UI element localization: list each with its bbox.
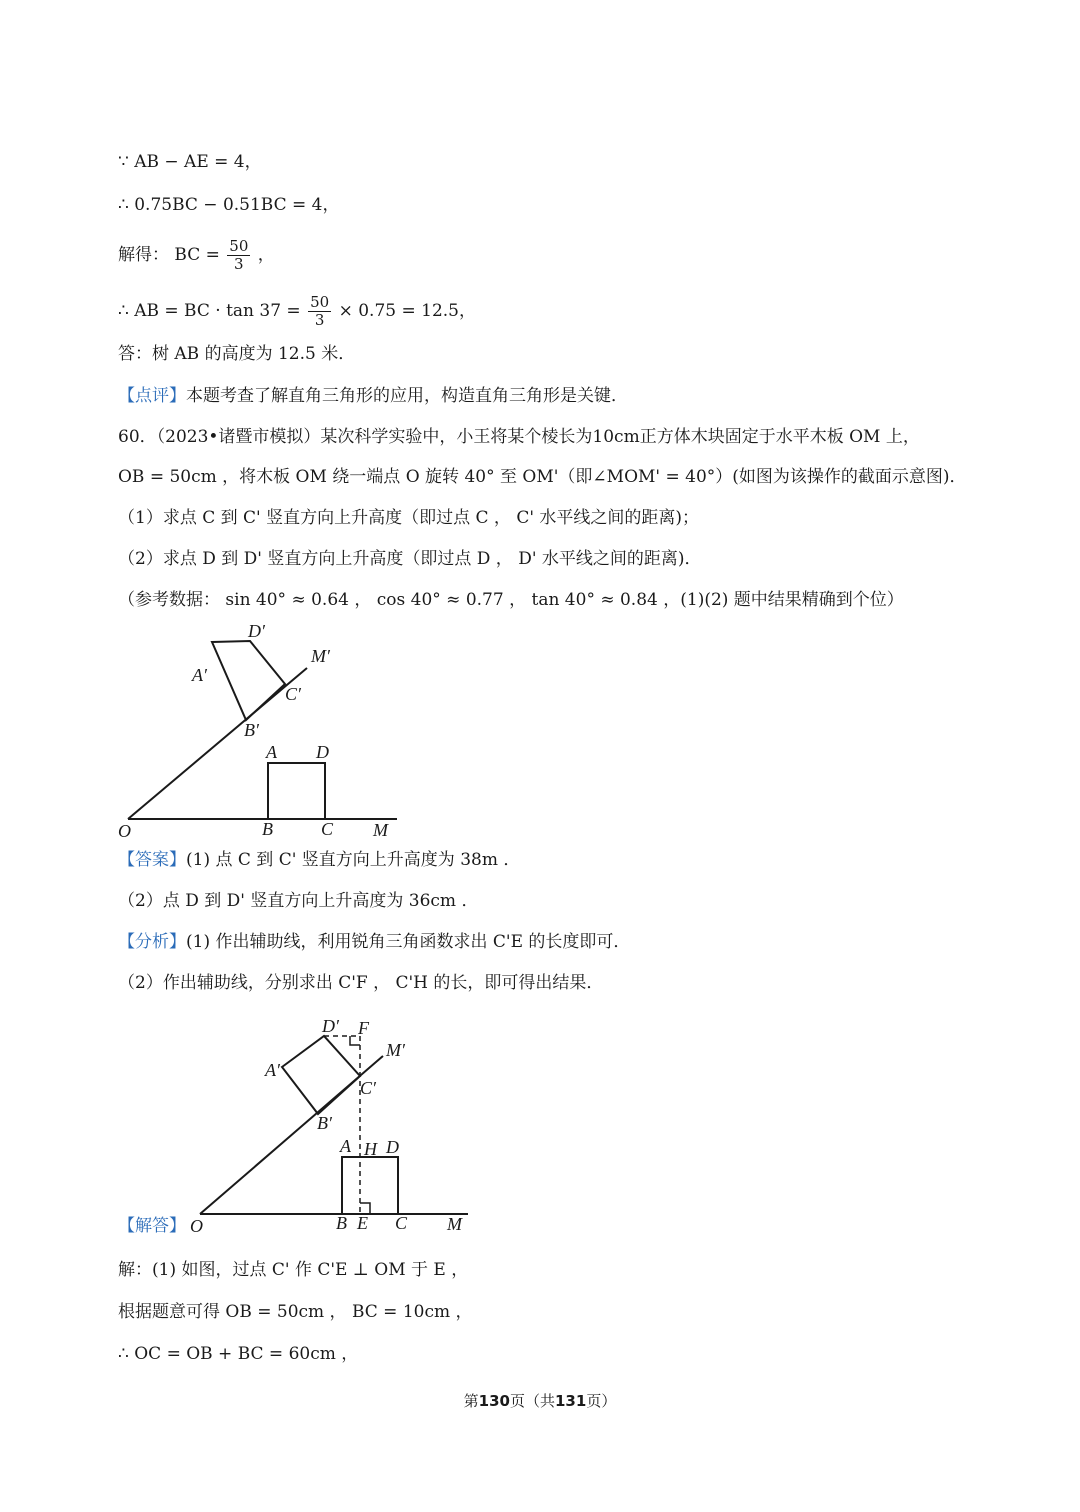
solution-tag: 【解答】 xyxy=(118,1216,186,1236)
label-b-prime: B′ xyxy=(317,1113,332,1133)
label-a-prime: A′ xyxy=(265,1060,280,1080)
footer-text: 页（共 xyxy=(509,1392,555,1410)
footer-text: 页） xyxy=(586,1392,617,1410)
label-d-prime: D′ xyxy=(248,621,265,641)
square-rotated xyxy=(282,1036,360,1114)
text-line-fraction xyxy=(118,294,476,329)
analysis-text: (1) 作出辅助线，利用锐角三角函数求出 C'E 的长度即可． xyxy=(186,932,631,952)
text-line: 答：树 AB 的高度为 12.5 米． xyxy=(118,344,356,364)
footer-text: 第 xyxy=(463,1392,479,1410)
problem-line: （2）求点 D 到 D' 竖直方向上升高度（即过点 D ， D' 水平线之间的距离)． xyxy=(118,549,702,569)
comment-tag: 【点评】 xyxy=(118,386,186,406)
label-o: O xyxy=(190,1216,203,1235)
solution-line: 根据题意可得 OB = 50cm ， BC = 10cm ， xyxy=(118,1302,473,1322)
label-b: B xyxy=(262,819,273,839)
label-m-prime: M′ xyxy=(386,1040,405,1060)
label-m-prime: M′ xyxy=(311,646,330,666)
text-part: 解得： BC = xyxy=(118,245,220,265)
analysis-line xyxy=(118,930,630,954)
label-a: A xyxy=(266,742,277,762)
numerator: 50 xyxy=(310,293,330,311)
label-o: O xyxy=(118,821,131,841)
fraction xyxy=(308,294,331,329)
square-rotated xyxy=(212,641,285,720)
analysis-line: （2）作出辅助线，分别求出 C'F ， C'H 的长，即可得出结果． xyxy=(118,973,604,993)
problem-line: （1）求点 C 到 C' 竖直方向上升高度（即过点 C ， C' 水平线之间的距离)； xyxy=(118,508,700,528)
text-line-fraction xyxy=(118,238,275,273)
problem-line: OB = 50cm ，将木板 OM 绕一端点 O 旋转 40° 至 OM'（即∠MOM' = 40°）(如图为该操作的截面示意图)． xyxy=(118,467,967,487)
label-d: D xyxy=(316,742,329,762)
figure-2 xyxy=(180,1010,480,1235)
label-b-prime: B′ xyxy=(244,720,259,740)
label-m: M xyxy=(373,820,388,840)
page-footer xyxy=(0,1390,1080,1411)
answer-line: （2）点 D 到 D' 竖直方向上升高度为 36cm ． xyxy=(118,891,479,911)
board-om-prime xyxy=(128,668,307,819)
label-b: B xyxy=(336,1213,347,1233)
text-line: ∴ 0.75BC − 0.51BC = 4， xyxy=(118,195,340,215)
label-c: C xyxy=(321,819,334,839)
comment-line xyxy=(118,384,628,408)
label-d: D xyxy=(386,1137,399,1157)
text-part: ∴ AB = BC · tan 37 = xyxy=(118,301,301,321)
text-part: ， xyxy=(257,245,275,265)
label-c: C xyxy=(395,1213,408,1233)
figure-1 xyxy=(110,615,410,845)
label-a: A xyxy=(340,1136,351,1156)
answer-line xyxy=(118,848,520,872)
text-part: × 0.75 = 12.5， xyxy=(338,301,476,321)
analysis-tag: 【分析】 xyxy=(118,932,186,952)
problem-line: （参考数据： sin 40° ≈ 0.64 ， cos 40° ≈ 0.77 ， tan 40° ≈ 0.84 ，(1)(2) 题中结果精确到个位） xyxy=(118,590,904,610)
fraction xyxy=(227,238,250,273)
label-m: M xyxy=(447,1214,462,1234)
square-abcd xyxy=(268,763,325,819)
label-d-prime: D′ xyxy=(322,1016,339,1036)
numerator: 50 xyxy=(229,237,249,255)
label-c-prime: C′ xyxy=(285,684,301,704)
answer-text: (1) 点 C 到 C' 竖直方向上升高度为 38m ． xyxy=(186,850,521,870)
label-h: H xyxy=(364,1139,377,1159)
problem-line: 60．（2023•诸暨市模拟）某次科学实验中，小王将某个棱长为10cm正方体木块固定于水平木板 OM 上， xyxy=(118,427,920,447)
page-number: 130 xyxy=(478,1392,510,1410)
denominator: 3 xyxy=(234,255,244,273)
label-c-prime: C′ xyxy=(360,1078,376,1098)
text-line: ∵ AB − AE = 4， xyxy=(118,152,262,172)
total-pages: 131 xyxy=(555,1392,587,1410)
solution-line: ∴ OC = OB + BC = 60cm ， xyxy=(118,1344,359,1364)
label-f: F xyxy=(358,1018,369,1038)
label-a-prime: A′ xyxy=(192,665,207,685)
comment-text: 本题考查了解直角三角形的应用，构造直角三角形是关键． xyxy=(186,386,628,406)
denominator: 3 xyxy=(314,311,325,329)
solution-line: 解：(1) 如图，过点 C' 作 C'E ⊥ OM 于 E ， xyxy=(118,1260,469,1280)
label-e: E xyxy=(357,1213,368,1233)
solution-tag-line xyxy=(118,1214,186,1238)
answer-tag: 【答案】 xyxy=(118,850,186,870)
